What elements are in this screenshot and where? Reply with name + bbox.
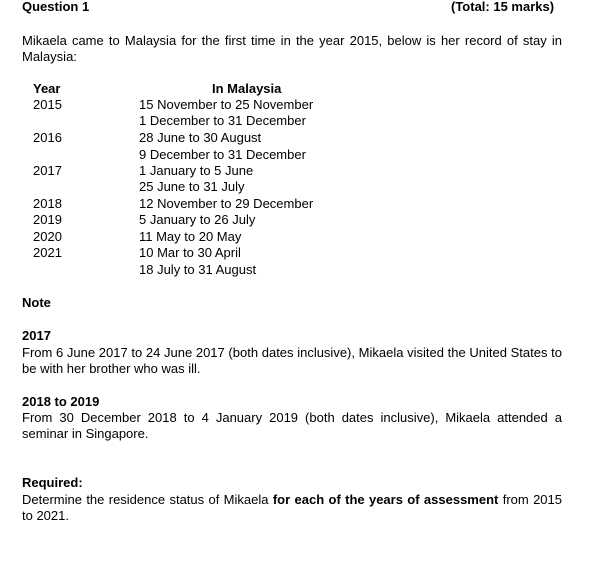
table-row-year: 2019 <box>33 212 62 227</box>
stay-period: 10 Mar to 30 April <box>139 245 241 260</box>
stay-period: 11 May to 20 May <box>139 229 242 244</box>
table-row-year: 2021 <box>33 245 62 260</box>
required-text-start: Determine the residence status of Mikaela <box>22 492 273 507</box>
table-row-year: 2017 <box>33 163 62 178</box>
required-text-end: from 2015 to 2021. <box>22 492 562 523</box>
year-column-header: Year <box>33 81 61 96</box>
stay-period: 1 December to 31 December <box>139 113 306 128</box>
question-title: Question 1 <box>22 0 90 14</box>
note-section-title: 2018 to 2019 <box>22 394 100 409</box>
stay-period: 28 June to 30 August <box>139 130 262 145</box>
stay-period: 9 December to 31 December <box>139 147 306 162</box>
table-row-year: 2015 <box>33 97 62 112</box>
required-text-emphasis: for each of the years of assessment <box>272 492 499 507</box>
stay-period: 25 June to 31 July <box>139 179 245 194</box>
table-row-year: 2018 <box>33 196 62 211</box>
note-section-title: 2017 <box>22 328 51 343</box>
required-heading: Required: <box>22 475 83 490</box>
stay-period: 15 November to 25 November <box>139 97 314 112</box>
total-marks: (Total: 15 marks) <box>451 0 555 14</box>
stay-column-header: In Malaysia <box>212 81 282 96</box>
note-section-text: From 30 December 2018 to 4 January 2019 (both dates inclusive), Mikaela attended a seminar in Singapore. <box>22 410 562 441</box>
table-row-year: 2020 <box>33 229 62 244</box>
required-text <box>22 492 562 524</box>
stay-period: 12 November to 29 December <box>139 196 314 211</box>
intro-text: Mikaela came to Malaysia for the first time in the year 2015, below is her record of stay in Malaysia: <box>22 33 562 64</box>
stay-period: 18 July to 31 August <box>139 262 257 277</box>
note-section-text: From 6 June 2017 to 24 June 2017 (both dates inclusive), Mikaela visited the United States to be with her brother who was ill. <box>22 345 562 376</box>
stay-period: 1 January to 5 June <box>139 163 254 178</box>
stay-period: 5 January to 26 July <box>139 212 256 227</box>
note-heading: Note <box>22 295 51 310</box>
table-row-year: 2016 <box>33 130 62 145</box>
